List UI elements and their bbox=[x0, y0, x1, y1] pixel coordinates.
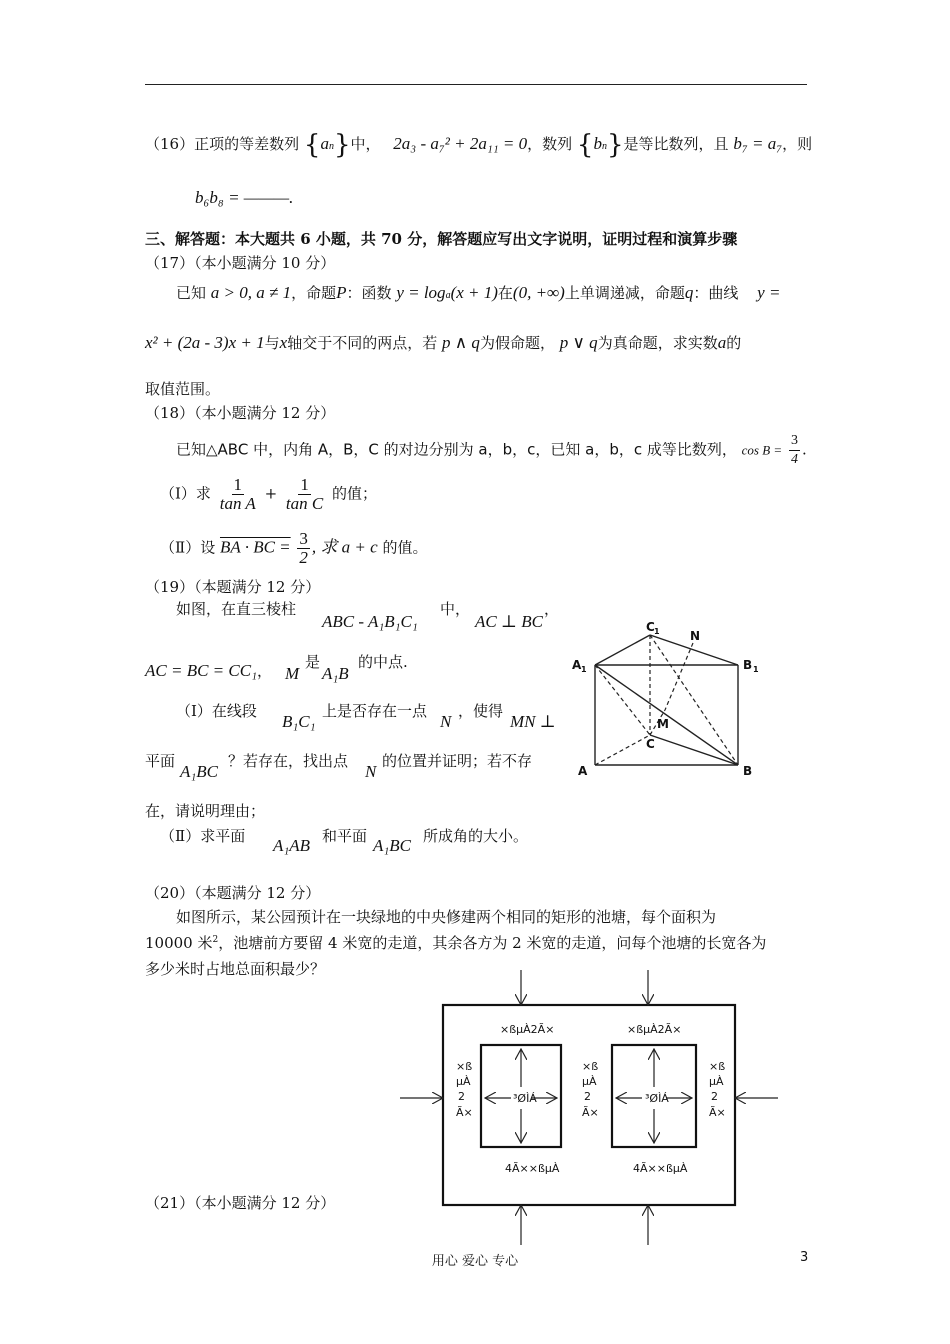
question-16-line1: （16）正项的等差数列 {an}中， 2a₃ - a₇² + 2a₁₁ = 0，数列 {bn}是等比数列，且 b₇ = a₇，则 bbox=[145, 130, 813, 160]
label-a1: A bbox=[572, 658, 582, 672]
brace-left: { bbox=[576, 130, 594, 160]
side-label: ×ß bbox=[709, 1060, 726, 1073]
math: M bbox=[285, 664, 300, 683]
text: ：曲线 bbox=[693, 284, 739, 302]
text: 中， bbox=[440, 600, 471, 618]
text: ，使得 bbox=[458, 702, 504, 720]
side-label: µÀ bbox=[582, 1075, 597, 1088]
math: A₁AB bbox=[273, 836, 311, 855]
question-19-line2 bbox=[145, 660, 272, 681]
label-sub: 1 bbox=[654, 627, 660, 636]
text: 上单调递减，命题 bbox=[564, 284, 685, 302]
pond-label-right: ³ØÌÁ bbox=[645, 1092, 669, 1105]
brace-right: } bbox=[333, 130, 351, 160]
text: 与 bbox=[264, 334, 280, 352]
question-18-part2 bbox=[160, 530, 428, 567]
seq-b: b bbox=[593, 134, 602, 153]
text: ，命题 bbox=[291, 284, 337, 302]
numerator: 1 bbox=[300, 475, 309, 494]
math: AC = BC = CC₁ bbox=[145, 661, 257, 680]
pond-figure bbox=[395, 965, 785, 1250]
text: （Ⅰ）求 bbox=[160, 484, 211, 503]
numerator: 1 bbox=[233, 475, 242, 494]
text: 多少米时占地总面积最少？ bbox=[145, 960, 326, 978]
question-number: （16） bbox=[145, 135, 195, 153]
math: y = log bbox=[396, 283, 446, 302]
text: 已知△ABC 中，内角 A，B，C 的对边分别为 a，b，c，已知 a，b，c 成等比数列， bbox=[176, 440, 737, 459]
fraction bbox=[284, 476, 325, 513]
math-sub: a bbox=[445, 290, 451, 301]
math: N bbox=[365, 762, 377, 781]
label-m: M bbox=[657, 717, 669, 731]
math: x bbox=[279, 333, 288, 352]
denominator: 4 bbox=[790, 452, 798, 467]
brace-left: { bbox=[303, 130, 321, 160]
side-label: ×ß bbox=[456, 1060, 473, 1073]
text: （Ⅰ）在线段 bbox=[176, 702, 257, 720]
text: ，则 bbox=[782, 135, 813, 153]
question-17-line3: 取值范围。 bbox=[145, 380, 221, 398]
text: 在，请说明理由； bbox=[145, 802, 266, 820]
page-number: 3 bbox=[800, 1250, 809, 1265]
question-20-line2 bbox=[145, 932, 766, 953]
text: 的中点. bbox=[358, 653, 408, 671]
label-c: C bbox=[646, 737, 655, 751]
text: 的值； bbox=[332, 484, 378, 503]
side-label: µÀ bbox=[456, 1075, 471, 1088]
math: p ∨ q bbox=[559, 333, 598, 352]
plus: + bbox=[264, 484, 278, 503]
text: 如图所示，某公园预计在一块绿地的中央修建两个相同的矩形的池塘，每个面积为 bbox=[176, 908, 717, 926]
question-17-head: （17）（本小题满分 10 分） bbox=[145, 254, 336, 272]
fraction bbox=[218, 476, 258, 513]
page-footer: 用心 爱心 专心 bbox=[431, 1254, 519, 1269]
text: 为假命题， bbox=[479, 334, 555, 352]
side-label: µÀ bbox=[709, 1075, 724, 1088]
top-walkway-right: ×ßµÀ2Ã× bbox=[627, 1023, 682, 1036]
text: 和平面 bbox=[322, 827, 368, 845]
side-label: 2 bbox=[458, 1090, 465, 1103]
text: ，数列 bbox=[527, 135, 573, 153]
text: ？若存在，找出点 bbox=[228, 752, 349, 770]
math: A₁B bbox=[322, 664, 349, 683]
math: a > 0, a ≠ 1 bbox=[210, 283, 292, 302]
text: 平面 bbox=[145, 752, 176, 770]
header-rule bbox=[145, 84, 807, 85]
pond-label-left: ³ØÌÁ bbox=[513, 1092, 537, 1105]
numerator: 3 bbox=[789, 432, 800, 451]
math: P bbox=[336, 283, 347, 302]
question-18-line1: 已知△ABC 中，内角 A，B，C 的对边分别为 a，b，c，已知 a，b，c 成等比数列， cos B = $\frac{3}{4}$ . bbox=[176, 433, 807, 467]
seq-a: a bbox=[320, 134, 329, 153]
text: 正项的等差数列 bbox=[194, 135, 300, 153]
text: 在 bbox=[497, 284, 513, 302]
math: x² + (2a - 3)x + 1 bbox=[145, 333, 265, 352]
label-b1: B bbox=[743, 658, 753, 672]
text: 已知 bbox=[176, 284, 207, 302]
math: AC ⊥ BC bbox=[475, 612, 543, 631]
math: B₁C₁ bbox=[282, 712, 316, 731]
equation-2: b₇ = a₇ bbox=[733, 134, 783, 153]
text: 轴交于不同的两点，若 bbox=[287, 334, 438, 352]
math: BA · BC = bbox=[219, 537, 291, 557]
math: cos B = bbox=[741, 442, 783, 458]
math: (x + 1) bbox=[450, 283, 498, 302]
text: 为真命题，求实数 bbox=[597, 334, 718, 352]
bottom-walkway-left: 4Ã××ßµÀ bbox=[505, 1162, 560, 1175]
math: A₁BC bbox=[180, 762, 219, 781]
question-18-part1 bbox=[160, 476, 377, 513]
denominator: 2 bbox=[299, 548, 308, 567]
text: 是等比数列，且 bbox=[623, 135, 729, 153]
denominator: tan C bbox=[285, 494, 324, 513]
label-sub: 1 bbox=[581, 665, 587, 674]
text: ， bbox=[256, 662, 272, 680]
superscript: 2 bbox=[212, 935, 219, 945]
math: N bbox=[440, 712, 452, 731]
text: ， bbox=[544, 600, 560, 618]
text: 的 bbox=[726, 334, 742, 352]
question-21-head: （21）（本小题满分 12 分） bbox=[145, 1194, 336, 1212]
fraction bbox=[789, 432, 800, 469]
math: A₁BC bbox=[373, 836, 412, 855]
label-a: A bbox=[578, 764, 588, 778]
math: y = bbox=[757, 283, 781, 302]
text: 的位置并证明；若不存 bbox=[382, 752, 533, 770]
text: 的值。 bbox=[382, 538, 428, 557]
side-label: 2 bbox=[711, 1090, 718, 1103]
question-17-line1 bbox=[176, 282, 780, 303]
math: (0, +∞) bbox=[512, 283, 565, 302]
text: ，池塘前方要留 4 米宽的走道，其余各方为 2 米宽的走道，问每个池塘的长宽各为 bbox=[218, 934, 767, 952]
text: 中， bbox=[350, 135, 381, 153]
prism-figure bbox=[560, 615, 780, 785]
text: （Ⅱ）设 bbox=[160, 538, 216, 557]
side-label: Ã× bbox=[582, 1106, 599, 1119]
outer-land bbox=[443, 1005, 735, 1205]
question-19-head: （19）（本题满分 12 分） bbox=[145, 578, 321, 596]
math: a bbox=[717, 333, 727, 352]
side-label: ×ß bbox=[582, 1060, 599, 1073]
side-label: Ã× bbox=[456, 1106, 473, 1119]
text: 所成角的大小。 bbox=[423, 827, 529, 845]
question-17-line2 bbox=[145, 332, 741, 353]
section-heading: 三、解答题：本大题共 6 小题，共 70 分，解答题应写出文字说明，证明过程和演算步骤 bbox=[145, 230, 738, 248]
text: 10000 米 bbox=[145, 934, 213, 952]
text: 是 bbox=[305, 653, 321, 671]
side-label: 2 bbox=[584, 1090, 591, 1103]
numerator: 3 bbox=[299, 529, 308, 548]
brace-right: } bbox=[606, 130, 624, 160]
math: ABC - A₁B₁C₁ bbox=[322, 612, 418, 631]
label-c1: C bbox=[646, 620, 655, 634]
label-sub: 1 bbox=[753, 665, 759, 674]
denominator: tan A bbox=[219, 494, 256, 513]
math: , 求 a + c bbox=[311, 537, 378, 557]
math: p ∧ q bbox=[441, 333, 480, 352]
equation-3: b₆b₈ = ———. bbox=[195, 188, 294, 207]
label-b: B bbox=[743, 764, 753, 778]
question-18-head: （18）（本小题满分 12 分） bbox=[145, 404, 336, 422]
text: 上是否存在一点 bbox=[322, 702, 428, 720]
bottom-walkway-right: 4Ã××ßµÀ bbox=[633, 1162, 688, 1175]
text: 如图，在直三棱柱 bbox=[176, 600, 297, 618]
question-20-head: （20）（本题满分 12 分） bbox=[145, 884, 321, 902]
fraction bbox=[297, 530, 310, 567]
side-label: Ã× bbox=[709, 1106, 726, 1119]
text: ：函数 bbox=[346, 284, 392, 302]
equation-1: 2a₃ - a₇² + 2a₁₁ = 0 bbox=[393, 134, 528, 153]
label-n: N bbox=[690, 629, 701, 643]
math: q bbox=[684, 283, 694, 302]
math: MN ⊥ bbox=[510, 712, 556, 731]
text: （Ⅱ）求平面 bbox=[160, 827, 246, 845]
top-walkway-left: ×ßµÀ2Ã× bbox=[500, 1023, 555, 1036]
